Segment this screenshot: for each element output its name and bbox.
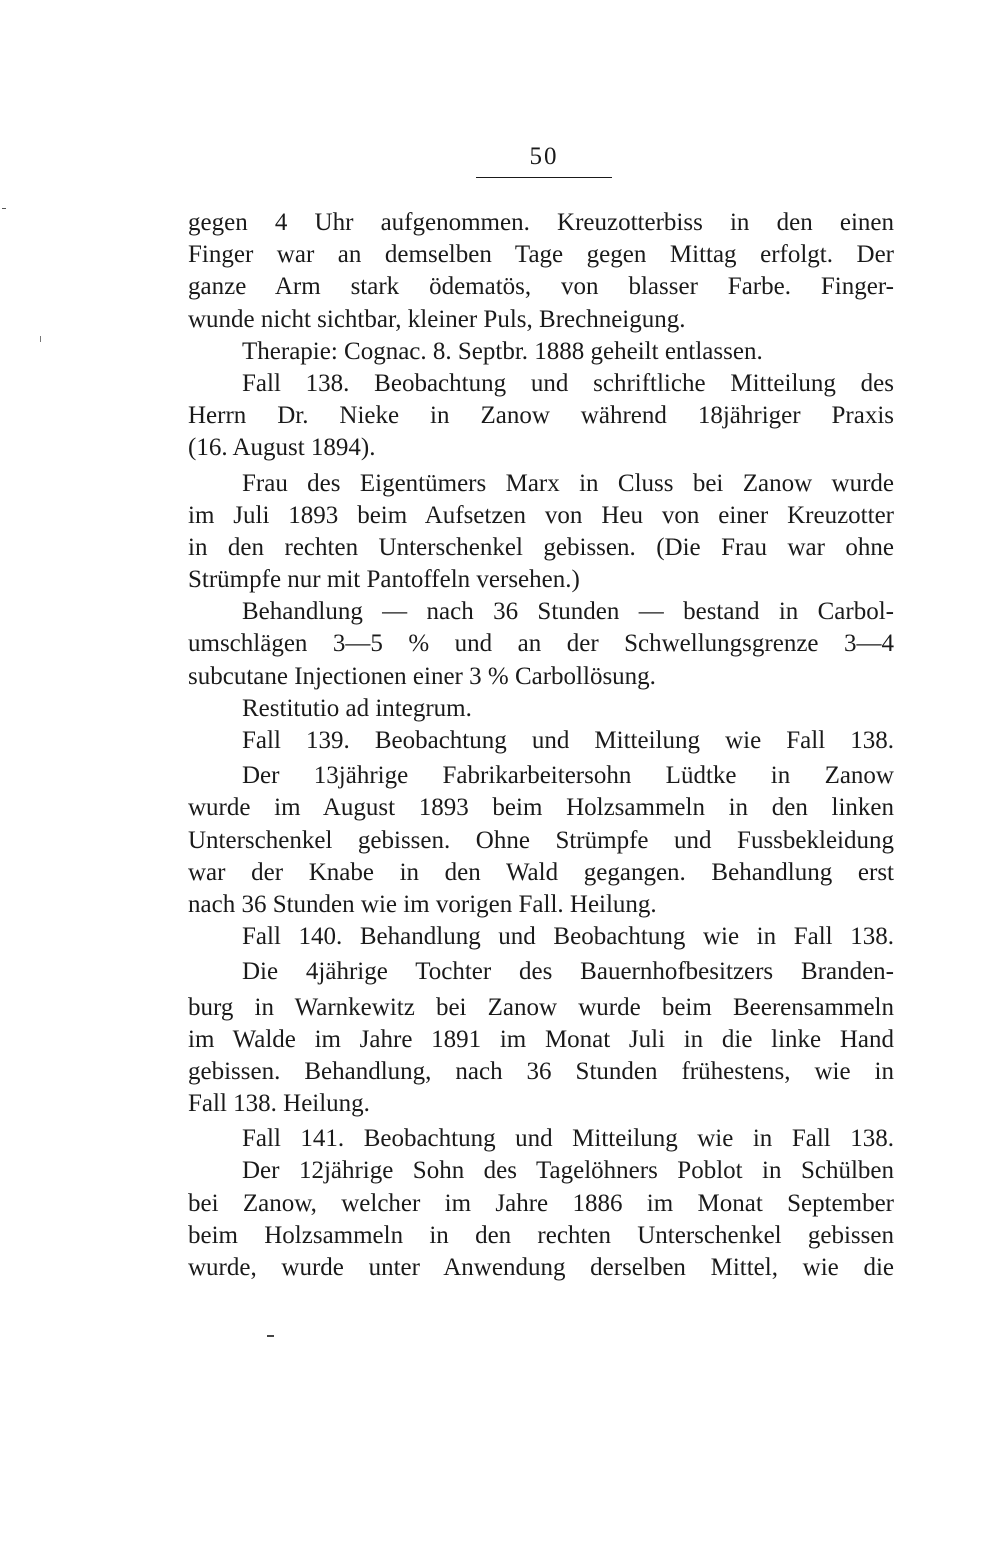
text-line: umschlägen 3—5 % und an der Schwellungsgrenze 3—4 — [188, 630, 894, 658]
text-line: Restitutio ad integrum. — [242, 694, 472, 722]
text-line: in den rechten Unterschenkel gebissen. (Die Frau war ohne — [188, 533, 894, 561]
case-heading-140: Fall 140. Behandlung und Beobachtung wie in Fall 138. — [242, 923, 894, 951]
text-line: (16. August 1894). — [188, 434, 376, 462]
scan-mark — [40, 336, 41, 342]
text-line: Finger war an demselben Tage gegen Mittag erfolgt. Der — [188, 241, 894, 269]
case-heading-138: Fall 138. Beobachtung und schriftliche Mitteilung des — [242, 369, 894, 397]
scan-mark — [2, 208, 6, 209]
text-line: Behandlung — nach 36 Stunden — bestand in Carbol- — [242, 598, 894, 626]
text-line: beim Holzsammeln in den rechten Unterschenkel gebissen — [188, 1221, 894, 1249]
text-line: Strümpfe nur mit Pantoffeln versehen.) — [188, 566, 580, 594]
text-line: wurde im August 1893 beim Holzsammeln in den linken — [188, 794, 894, 822]
text-line: burg in Warnkewitz bei Zanow wurde beim Beerensammeln — [188, 993, 894, 1021]
case-heading-139: Fall 139. Beobachtung und Mitteilung wie Fall 138. — [242, 727, 894, 754]
page-number: 50 — [529, 143, 559, 170]
text-line: subcutane Injectionen einer 3 % Carbollösung. — [188, 662, 656, 690]
text-line: Die 4jährige Tochter des Bauernhofbesitzers Branden- — [242, 958, 894, 986]
text-line: gebissen. Behandlung, nach 36 Stunden frühestens, wie in — [188, 1057, 894, 1085]
text-line: wunde nicht sichtbar, kleiner Puls, Brechneigung. — [188, 305, 686, 333]
text-line: ganze Arm stark ödematös, von blasser Farbe. Finger- — [188, 273, 894, 301]
text-line: bei Zanow, welcher im Jahre 1886 im Monat September — [188, 1189, 894, 1217]
text-line: Der 12jährige Sohn des Tagelöhners Poblot in Schülben — [242, 1157, 894, 1185]
text-line: Frau des Eigentümers Marx in Cluss bei Zanow wurde — [242, 469, 894, 497]
text-line: gegen 4 Uhr aufgenommen. Kreuzotterbiss in den einen — [188, 209, 894, 236]
text-line: Unterschenkel gebissen. Ohne Strümpfe und Fussbekleidung — [188, 826, 894, 854]
text-line: Der 13jährige Fabrikarbeitersohn Lüdtke in Zanow — [242, 762, 894, 790]
text-line: Fall 138. Heilung. — [188, 1090, 370, 1118]
text-line: wurde, wurde unter Anwendung derselben Mittel, wie die — [188, 1254, 894, 1281]
scan-mark — [267, 1335, 274, 1337]
text-line: Therapie: Cognac. 8. Septbr. 1888 geheilt entlassen. — [242, 337, 763, 365]
page-number-rule — [476, 177, 612, 178]
case-heading-141: Fall 141. Beobachtung und Mitteilung wie in Fall 138. — [242, 1125, 894, 1153]
text-line: war der Knabe in den Wald gegangen. Behandlung erst — [188, 858, 894, 886]
text-line: im Juli 1893 beim Aufsetzen von Heu von einer Kreuzotter — [188, 501, 894, 529]
body-text — [188, 207, 894, 1284]
text-line: im Walde im Jahre 1891 im Monat Juli in die linke Hand — [188, 1025, 894, 1053]
text-line: nach 36 Stunden wie im vorigen Fall. Heilung. — [188, 890, 657, 918]
text-line: Herrn Dr. Nieke in Zanow während 18jähriger Praxis — [188, 402, 894, 430]
